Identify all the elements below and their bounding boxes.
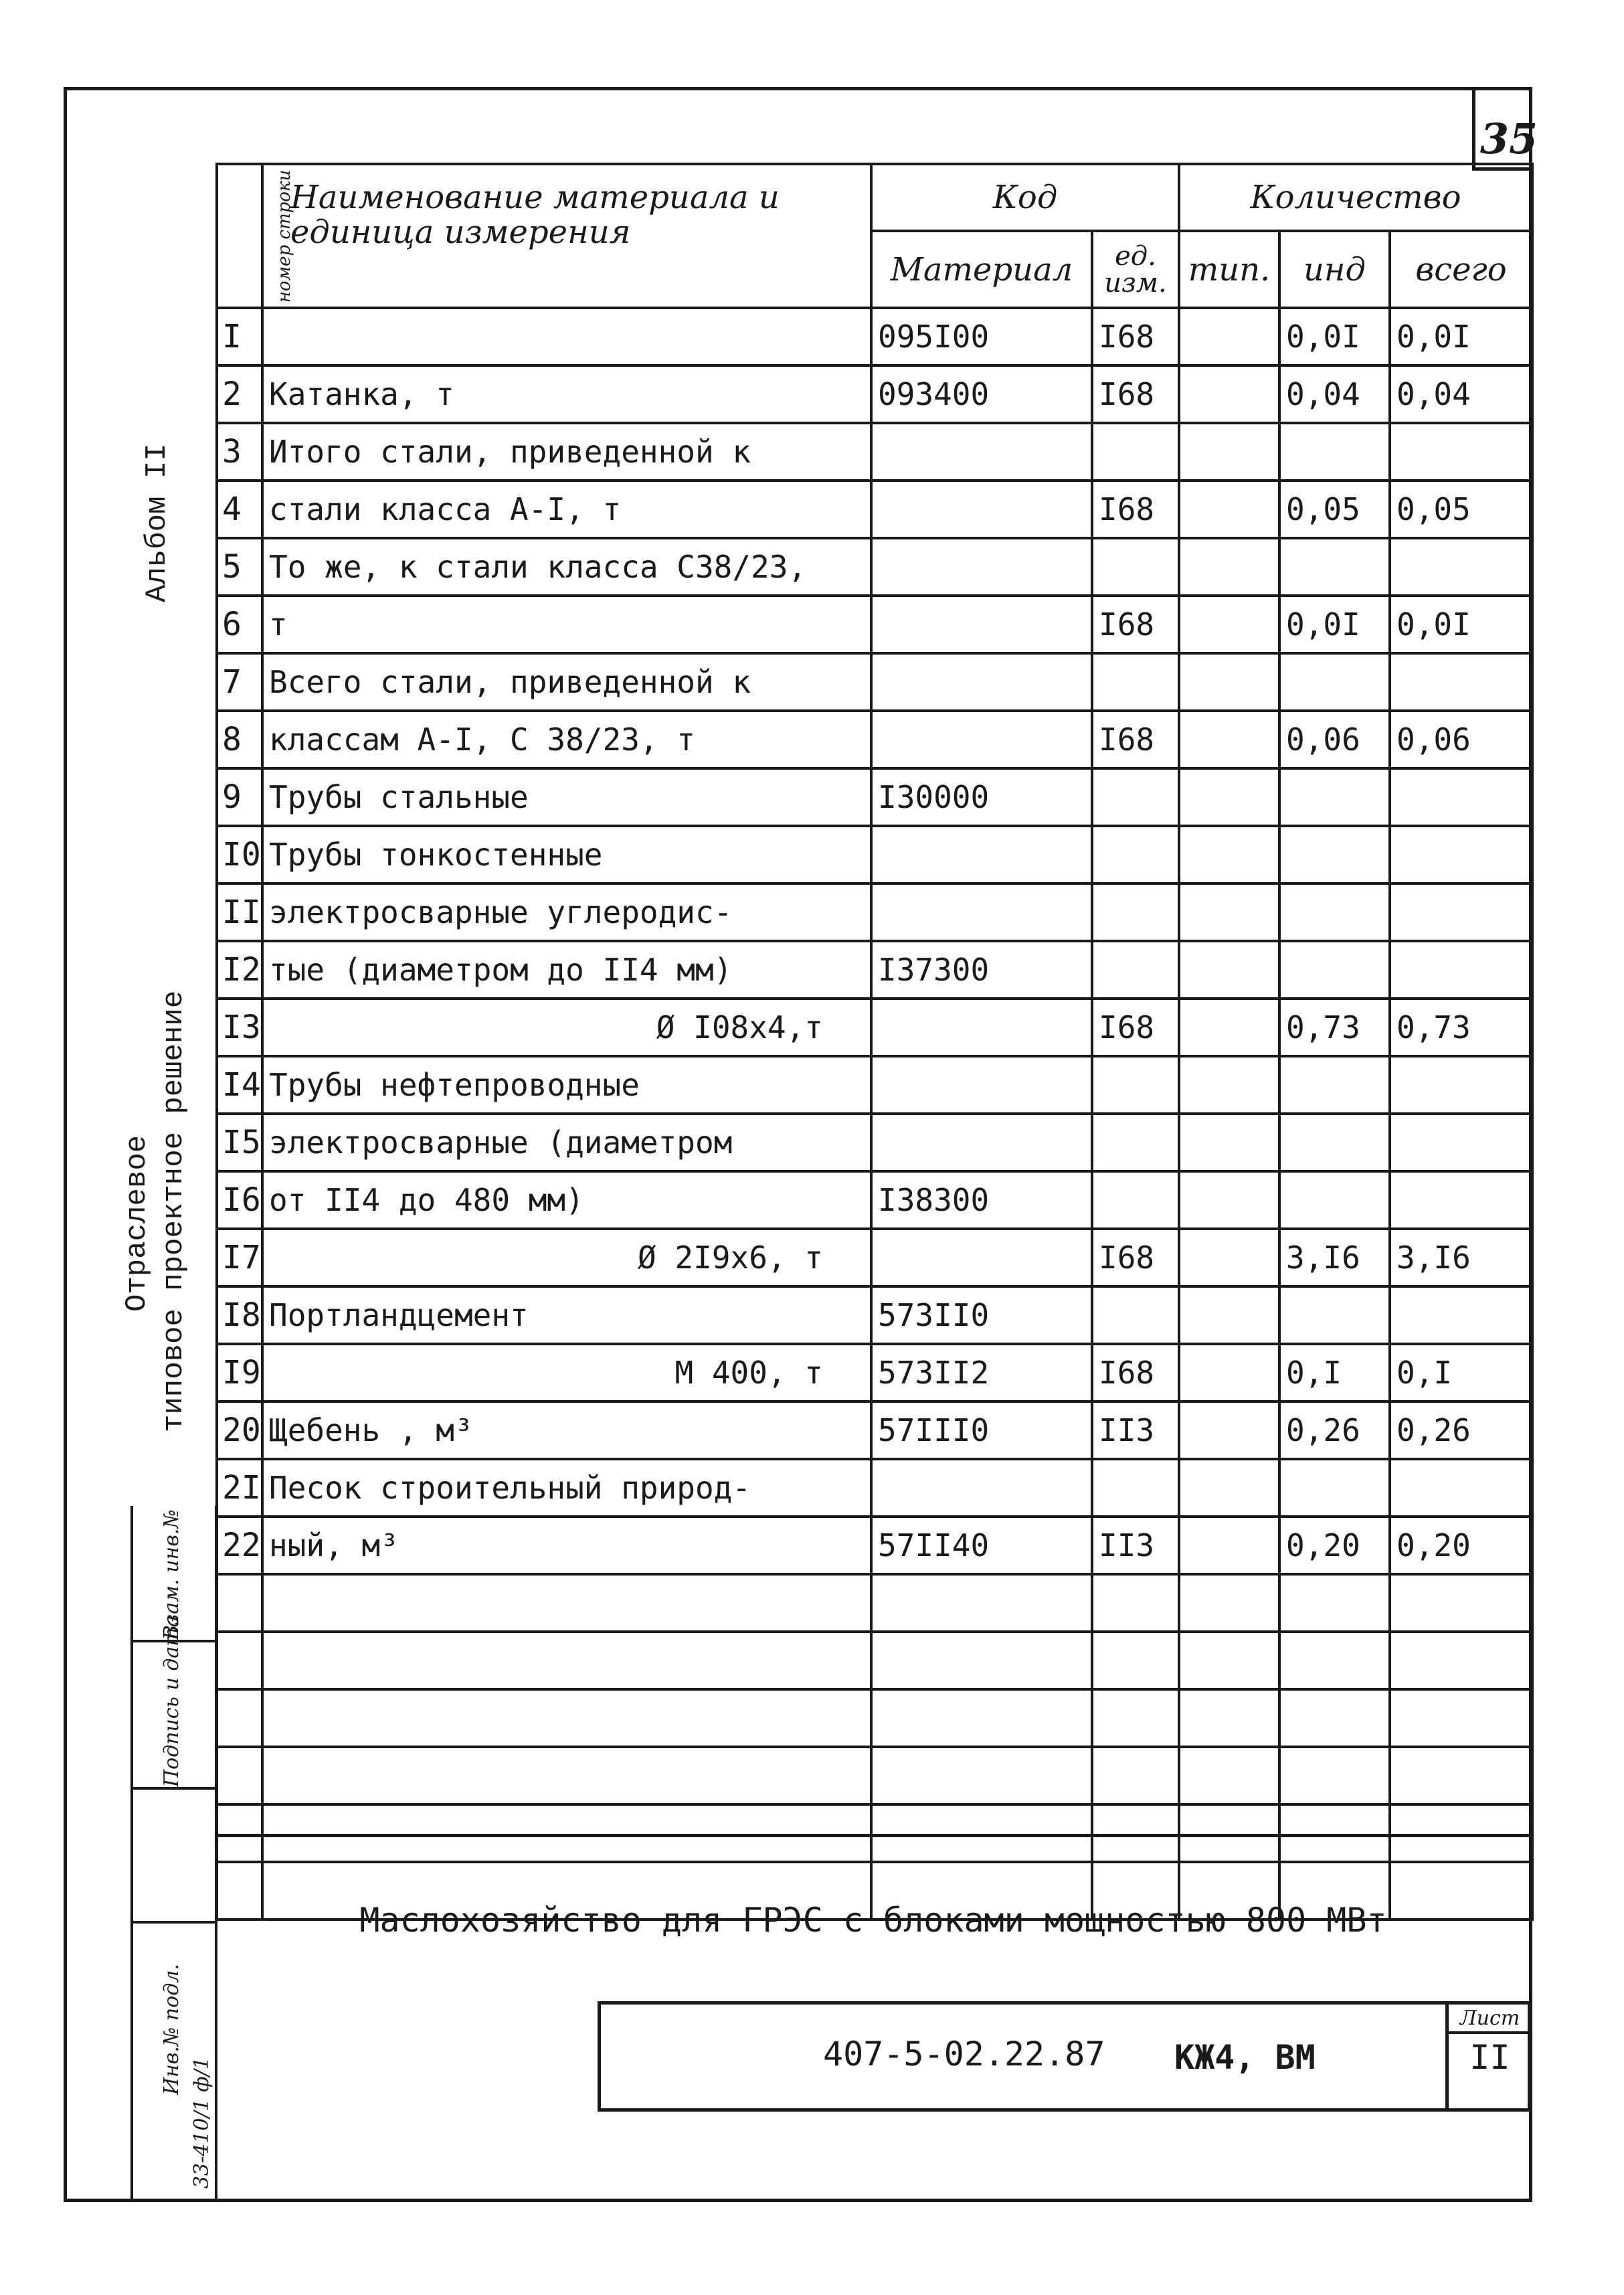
cell-total: 0,0I: [1390, 596, 1532, 653]
cell-no: I9: [217, 1344, 262, 1401]
cell-total: 0,I: [1390, 1344, 1532, 1401]
cell-name: [262, 1689, 871, 1747]
cell-typ: [1179, 711, 1279, 768]
table-row: [217, 1574, 1532, 1632]
approval-stamp: [130, 1506, 217, 2202]
cell-total: 0,73: [1390, 999, 1532, 1056]
cell-unit: I68: [1092, 1344, 1179, 1401]
table-row: [217, 1114, 1532, 1171]
total-header: всего: [1390, 231, 1532, 308]
cell-no: [217, 1804, 262, 1862]
cell-no: [217, 1689, 262, 1747]
cell-typ: [1179, 1171, 1279, 1229]
cell-material: [871, 1114, 1092, 1171]
table-row: [217, 1689, 1532, 1747]
cell-typ: [1179, 365, 1279, 423]
cell-ind: [1279, 1804, 1390, 1862]
cell-material: [871, 596, 1092, 653]
cell-unit: [1092, 1574, 1179, 1632]
cell-unit: [1092, 768, 1179, 826]
cell-total: 0,0I: [1390, 308, 1532, 365]
cell-name: [262, 308, 871, 365]
cell-unit: [1092, 1171, 1179, 1229]
cell-total: [1390, 1632, 1532, 1689]
table-row: [217, 1459, 1532, 1517]
sheet-label: Лист: [1459, 2007, 1520, 2030]
cell-typ: [1179, 1286, 1279, 1344]
cell-material: I30000: [871, 768, 1092, 826]
cell-total: [1390, 826, 1532, 883]
cell-unit: [1092, 941, 1179, 999]
cell-name: То же, к стали класса С38/23,: [262, 538, 871, 596]
cell-material: [871, 1747, 1092, 1804]
cell-unit: [1092, 653, 1179, 711]
cell-no: 2I: [217, 1459, 262, 1517]
cell-typ: [1179, 1459, 1279, 1517]
table-row: [217, 999, 1532, 1056]
cell-typ: [1179, 883, 1279, 941]
cell-typ: [1179, 1632, 1279, 1689]
cell-ind: 0,0I: [1279, 596, 1390, 653]
project-title: Маслохозяйство для ГРЭС с блоками мощностью 800 МВт: [359, 1901, 1387, 1940]
cell-unit: [1092, 1056, 1179, 1114]
cell-ind: 0,26: [1279, 1401, 1390, 1459]
table-row: [217, 1229, 1532, 1286]
cell-material: [871, 653, 1092, 711]
cell-typ: [1179, 481, 1279, 538]
cell-ind: [1279, 1171, 1390, 1229]
cell-material: [871, 423, 1092, 481]
cell-material: [871, 883, 1092, 941]
cell-material: [871, 1689, 1092, 1747]
cell-typ: [1179, 1344, 1279, 1401]
cell-material: [871, 1804, 1092, 1862]
cell-no: 6: [217, 596, 262, 653]
cell-name: классам А-I, С 38/23, т: [262, 711, 871, 768]
cell-name: [262, 1804, 871, 1862]
name-header: Наименование материала и единица измерения: [262, 164, 871, 308]
cell-ind: 0,04: [1279, 365, 1390, 423]
cell-no: 7: [217, 653, 262, 711]
cell-ind: [1279, 653, 1390, 711]
cell-ind: [1279, 1689, 1390, 1747]
cell-no: 3: [217, 423, 262, 481]
cell-unit: [1092, 1114, 1179, 1171]
cell-name: Песок строительный природ-: [262, 1459, 871, 1517]
cell-material: [871, 711, 1092, 768]
cell-unit: I68: [1092, 999, 1179, 1056]
table-row: [217, 826, 1532, 883]
cell-ind: [1279, 1574, 1390, 1632]
cell-material: [871, 1229, 1092, 1286]
cell-typ: [1179, 1574, 1279, 1632]
cell-unit: [1092, 826, 1179, 883]
cell-name: Трубы тонкостенные: [262, 826, 871, 883]
cell-no: I8: [217, 1286, 262, 1344]
cell-unit: I68: [1092, 308, 1179, 365]
cell-unit: I68: [1092, 1229, 1179, 1286]
cell-no: 8: [217, 711, 262, 768]
cell-typ: [1179, 538, 1279, 596]
cell-name: Щебень , м³: [262, 1401, 871, 1459]
cell-ind: [1279, 538, 1390, 596]
materials-table: [215, 163, 1534, 1921]
table-row: [217, 365, 1532, 423]
cell-ind: 0,20: [1279, 1517, 1390, 1574]
cell-total: [1390, 1689, 1532, 1747]
cell-total: 3,I6: [1390, 1229, 1532, 1286]
cell-material: 093400: [871, 365, 1092, 423]
cell-unit: [1092, 423, 1179, 481]
table-row: [217, 423, 1532, 481]
cell-material: I37300: [871, 941, 1092, 999]
cell-ind: [1279, 1747, 1390, 1804]
cell-no: I2: [217, 941, 262, 999]
cell-ind: [1279, 883, 1390, 941]
cell-total: [1390, 1574, 1532, 1632]
cell-total: [1390, 941, 1532, 999]
cell-typ: [1179, 1517, 1279, 1574]
typ-header: тип.: [1179, 231, 1279, 308]
cell-typ: [1179, 596, 1279, 653]
table-row: [217, 941, 1532, 999]
cell-no: I3: [217, 999, 262, 1056]
document-code: 407-5-02.22.87: [823, 2035, 1105, 2073]
document-suffix: КЖ4, ВМ: [1174, 2038, 1316, 2077]
cell-total: [1390, 883, 1532, 941]
cell-material: 57II40: [871, 1517, 1092, 1574]
cell-ind: [1279, 1632, 1390, 1689]
cell-name: т: [262, 596, 871, 653]
cell-no: II: [217, 883, 262, 941]
table-row: [217, 1804, 1532, 1862]
cell-total: [1390, 1171, 1532, 1229]
cell-ind: 0,I: [1279, 1344, 1390, 1401]
cell-typ: [1179, 1401, 1279, 1459]
cell-material: [871, 1632, 1092, 1689]
cell-no: [217, 1632, 262, 1689]
cell-material: [871, 999, 1092, 1056]
cell-unit: II3: [1092, 1401, 1179, 1459]
cell-material: [871, 826, 1092, 883]
table-row: [217, 653, 1532, 711]
cell-no: I7: [217, 1229, 262, 1286]
material-header: Материал: [871, 231, 1092, 308]
cell-total: [1390, 1459, 1532, 1517]
cell-name: Портландцемент: [262, 1286, 871, 1344]
table-row: [217, 1286, 1532, 1344]
cell-name: ный, м³: [262, 1517, 871, 1574]
footer-divider: [215, 1834, 1531, 1837]
cell-name: электросварные (диаметром: [262, 1114, 871, 1171]
cell-ind: [1279, 1114, 1390, 1171]
cell-typ: [1179, 1747, 1279, 1804]
code-header: Код: [871, 164, 1179, 231]
table-row: [217, 1747, 1532, 1804]
cell-no: 5: [217, 538, 262, 596]
side-label-line1: Отраслевое: [120, 1134, 154, 1312]
cell-typ: [1179, 308, 1279, 365]
cell-name: [262, 1747, 871, 1804]
sheet-number: II: [1469, 2038, 1510, 2077]
cell-name: тые (диаметром до II4 мм): [262, 941, 871, 999]
cell-unit: [1092, 883, 1179, 941]
cell-no: [217, 1747, 262, 1804]
table-row: [217, 596, 1532, 653]
table-row: [217, 1344, 1532, 1401]
cell-total: 0,04: [1390, 365, 1532, 423]
cell-no: I: [217, 308, 262, 365]
cell-typ: [1179, 1056, 1279, 1114]
cell-name: М 400, т: [262, 1344, 871, 1401]
cell-no: I6: [217, 1171, 262, 1229]
cell-unit: [1092, 1804, 1179, 1862]
cell-material: [871, 1574, 1092, 1632]
row-number-header: номер строки: [217, 164, 262, 308]
cell-no: [217, 1574, 262, 1632]
cell-material: [871, 1459, 1092, 1517]
table-row: [217, 1056, 1532, 1114]
cell-no: 20: [217, 1401, 262, 1459]
cell-name: [262, 1574, 871, 1632]
cell-name: Ø I08х4,т: [262, 999, 871, 1056]
cell-total: 0,26: [1390, 1401, 1532, 1459]
cell-total: 0,20: [1390, 1517, 1532, 1574]
cell-ind: [1279, 826, 1390, 883]
cell-total: [1390, 1286, 1532, 1344]
side-label-line2: типовое проектное решение: [157, 990, 191, 1432]
cell-name: Итого стали, приведенной к: [262, 423, 871, 481]
cell-typ: [1179, 653, 1279, 711]
table-row: [217, 481, 1532, 538]
cell-unit: I68: [1092, 365, 1179, 423]
cell-total: [1390, 1114, 1532, 1171]
cell-total: 0,06: [1390, 711, 1532, 768]
cell-material: 573II2: [871, 1344, 1092, 1401]
cell-no: 22: [217, 1517, 262, 1574]
cell-typ: [1179, 1229, 1279, 1286]
table-row: [217, 768, 1532, 826]
cell-total: [1390, 423, 1532, 481]
cell-material: 57III0: [871, 1401, 1092, 1459]
album-label: Альбом II: [141, 443, 174, 602]
cell-typ: [1179, 1804, 1279, 1862]
cell-no: I5: [217, 1114, 262, 1171]
cell-typ: [1179, 1114, 1279, 1171]
table-row: [217, 711, 1532, 768]
cell-no: 9: [217, 768, 262, 826]
cell-total: [1390, 1056, 1532, 1114]
cell-typ: [1179, 826, 1279, 883]
cell-unit: I68: [1092, 711, 1179, 768]
cell-unit: [1092, 1286, 1179, 1344]
cell-ind: [1279, 1286, 1390, 1344]
cell-no: 4: [217, 481, 262, 538]
cell-typ: [1179, 999, 1279, 1056]
cell-unit: [1092, 1459, 1179, 1517]
table-row: [217, 1401, 1532, 1459]
table-row: [217, 1171, 1532, 1229]
cell-unit: [1092, 538, 1179, 596]
cell-name: Катанка, т: [262, 365, 871, 423]
cell-ind: [1279, 1056, 1390, 1114]
stamp-inv-no: Инв.№ подл.: [160, 1964, 183, 2095]
cell-unit: [1092, 1689, 1179, 1747]
cell-ind: [1279, 768, 1390, 826]
cell-unit: I68: [1092, 596, 1179, 653]
cell-name: Ø 2I9х6, т: [262, 1229, 871, 1286]
page-number: 35: [1479, 114, 1538, 163]
table-row: [217, 1632, 1532, 1689]
cell-material: I38300: [871, 1171, 1092, 1229]
cell-typ: [1179, 1689, 1279, 1747]
cell-name: Трубы стальные: [262, 768, 871, 826]
cell-material: [871, 481, 1092, 538]
table-row: [217, 308, 1532, 365]
cell-no: I4: [217, 1056, 262, 1114]
cell-total: [1390, 768, 1532, 826]
cell-material: 573II0: [871, 1286, 1092, 1344]
cell-unit: II3: [1092, 1517, 1179, 1574]
cell-typ: [1179, 941, 1279, 999]
stamp-inv-value: 33-410/1 ф/1: [190, 2057, 213, 2189]
cell-total: [1390, 1804, 1532, 1862]
cell-name: стали класса А-I, т: [262, 481, 871, 538]
cell-no: 2: [217, 365, 262, 423]
table-row: [217, 538, 1532, 596]
cell-name: от II4 до 480 мм): [262, 1171, 871, 1229]
cell-total: 0,05: [1390, 481, 1532, 538]
quantity-header: Количество: [1179, 164, 1532, 231]
cell-ind: 0,73: [1279, 999, 1390, 1056]
cell-no: I0: [217, 826, 262, 883]
cell-ind: 3,I6: [1279, 1229, 1390, 1286]
cell-name: Трубы нефтепроводные: [262, 1056, 871, 1114]
stamp-sign-date: Подпись и дата: [160, 1615, 183, 1787]
cell-ind: 0,0I: [1279, 308, 1390, 365]
cell-ind: 0,06: [1279, 711, 1390, 768]
cell-unit: I68: [1092, 481, 1179, 538]
cell-typ: [1179, 423, 1279, 481]
cell-ind: 0,05: [1279, 481, 1390, 538]
sheet-cell: [1445, 2001, 1531, 2112]
table-row: [217, 883, 1532, 941]
cell-ind: [1279, 423, 1390, 481]
cell-material: 095I00: [871, 308, 1092, 365]
stamp-replace-inv: Взам. инв.№: [160, 1509, 183, 1640]
cell-unit: [1092, 1747, 1179, 1804]
ind-header: инд: [1279, 231, 1390, 308]
cell-name: электросварные углеродис-: [262, 883, 871, 941]
cell-ind: [1279, 1459, 1390, 1517]
cell-material: [871, 1056, 1092, 1114]
cell-total: [1390, 538, 1532, 596]
cell-total: [1390, 1747, 1532, 1804]
cell-name: Всего стали, приведенной к: [262, 653, 871, 711]
table-row: [217, 1517, 1532, 1574]
cell-material: [871, 538, 1092, 596]
cell-ind: [1279, 941, 1390, 999]
cell-typ: [1179, 768, 1279, 826]
cell-name: [262, 1632, 871, 1689]
unit-header: ед. изм.: [1092, 231, 1179, 308]
cell-total: [1390, 653, 1532, 711]
cell-unit: [1092, 1632, 1179, 1689]
